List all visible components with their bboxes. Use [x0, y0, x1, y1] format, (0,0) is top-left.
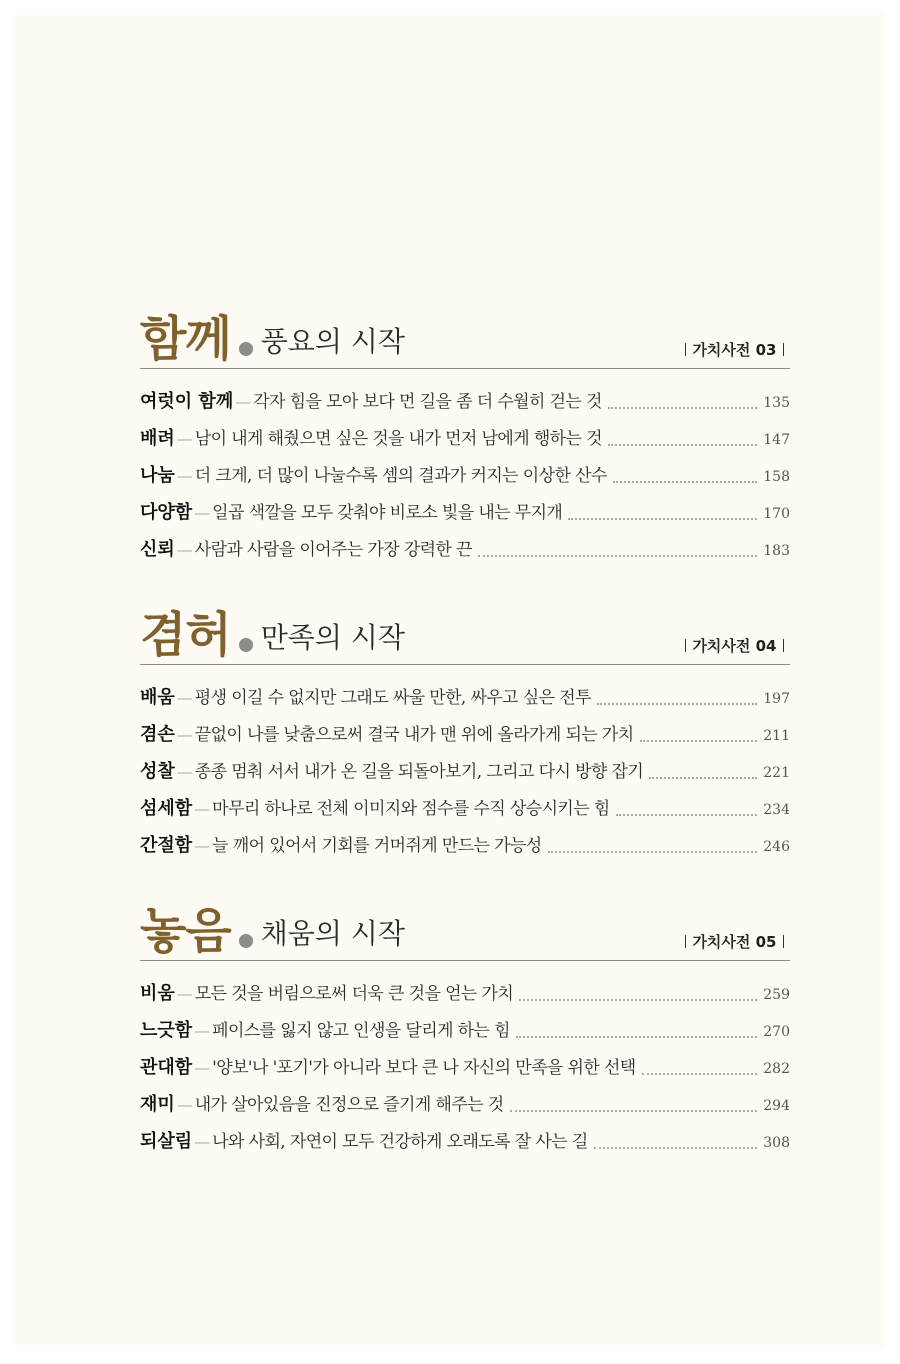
- toc-entry[interactable]: [140, 383, 790, 420]
- toc-section-2: [140, 606, 790, 864]
- dash-separator: —: [194, 1132, 211, 1151]
- toc-entry[interactable]: [140, 1086, 790, 1123]
- entry-description: 마무리 하나로 전체 이미지와 점수를 수직 상승시키는 힘: [212, 799, 610, 819]
- dash-separator: —: [235, 392, 252, 411]
- entry-description: 나와 사회, 자연이 모두 건강하게 오래도록 잘 사는 길: [212, 1132, 588, 1152]
- toc-entry[interactable]: [140, 1123, 790, 1160]
- dash-separator: —: [194, 503, 211, 522]
- dot-leader: [640, 728, 758, 742]
- toc-section-3: [140, 902, 790, 1160]
- entry-list: [140, 679, 790, 864]
- toc-entry[interactable]: [140, 827, 790, 864]
- toc-entry[interactable]: [140, 679, 790, 716]
- entry-description: 평생 이길 수 없지만 그래도 싸울 만한, 싸우고 싶은 전투: [194, 688, 591, 708]
- dot-leader: [616, 802, 758, 816]
- toc-entry[interactable]: [140, 753, 790, 790]
- dash-separator: —: [176, 688, 193, 707]
- dot-leader: [608, 395, 757, 409]
- bullet-icon: [239, 638, 253, 652]
- bullet-icon: [239, 342, 253, 356]
- toc-entry[interactable]: [140, 975, 790, 1012]
- entry-page-number: 135: [763, 395, 790, 411]
- toc-entry[interactable]: [140, 790, 790, 827]
- entry-page-number: 234: [763, 802, 790, 818]
- entry-page-number: 282: [763, 1061, 790, 1077]
- entry-description: 내가 살아있음을 진정으로 즐기게 해주는 것: [194, 1095, 504, 1115]
- toc-entry[interactable]: [140, 420, 790, 457]
- entry-description: 종종 멈춰 서서 내가 온 길을 되돌아보기, 그리고 다시 방향 잡기: [194, 762, 644, 782]
- dot-leader: [548, 839, 758, 853]
- entry-page-number: 259: [763, 987, 790, 1003]
- book-page: [14, 14, 884, 1346]
- entry-name: 간절함: [140, 835, 193, 856]
- entry-name: 나눔: [140, 465, 175, 486]
- dash-separator: —: [194, 799, 211, 818]
- dash-separator: —: [176, 984, 193, 1003]
- dot-leader: [568, 506, 757, 520]
- dot-leader: [597, 691, 757, 705]
- section-heading: [140, 902, 790, 961]
- entry-description: 일곱 색깔을 모두 갖춰야 비로소 빛을 내는 무지개: [212, 503, 563, 523]
- entry-name: 되살림: [140, 1131, 193, 1152]
- dot-leader: [642, 1061, 758, 1075]
- section-subtitle: 풍요의 시작: [260, 325, 405, 358]
- entry-page-number: 197: [763, 691, 790, 707]
- section-subtitle: 만족의 시작: [260, 621, 405, 654]
- dash-separator: —: [176, 540, 193, 559]
- dash-separator: —: [176, 466, 193, 485]
- section-title: 놓음: [140, 903, 231, 959]
- toc-entry[interactable]: [140, 457, 790, 494]
- section-subtitle: 채움의 시작: [260, 917, 405, 950]
- section-tag: 가치사전 04: [679, 636, 790, 656]
- dot-leader: [478, 543, 757, 557]
- entry-description: '양보'나 '포기'가 아니라 보다 큰 나 자신의 만족을 위한 선택: [212, 1058, 636, 1078]
- toc-entry[interactable]: [140, 1049, 790, 1086]
- entry-name: 다양함: [140, 502, 193, 523]
- entry-name: 겸손: [140, 724, 175, 745]
- entry-name: 성찰: [140, 761, 175, 782]
- dash-separator: —: [176, 1095, 193, 1114]
- entry-name: 비움: [140, 983, 175, 1004]
- entry-list: [140, 383, 790, 568]
- entry-description: 남이 내게 해줬으면 싶은 것을 내가 먼저 남에게 행하는 것: [194, 429, 602, 449]
- dash-separator: —: [176, 762, 193, 781]
- dash-separator: —: [194, 1058, 211, 1077]
- entry-name: 신뢰: [140, 539, 175, 560]
- dot-leader: [613, 469, 758, 483]
- entry-page-number: 270: [763, 1024, 790, 1040]
- entry-description: 끝없이 나를 낮춤으로써 결국 내가 맨 위에 올라가게 되는 가치: [194, 725, 634, 745]
- toc-entry[interactable]: [140, 1012, 790, 1049]
- dot-leader: [519, 987, 757, 1001]
- entry-name: 여럿이 함께: [140, 391, 234, 412]
- entry-list: [140, 975, 790, 1160]
- entry-page-number: 158: [763, 469, 790, 485]
- entry-name: 배움: [140, 687, 175, 708]
- entry-page-number: 246: [763, 839, 790, 855]
- dot-leader: [608, 432, 757, 446]
- entry-description: 더 크게, 더 많이 나눌수록 셈의 결과가 커지는 이상한 산수: [194, 466, 607, 486]
- dash-separator: —: [194, 836, 211, 855]
- bullet-icon: [239, 934, 253, 948]
- entry-description: 사람과 사람을 이어주는 가장 강력한 끈: [194, 540, 472, 560]
- entry-name: 느긋함: [140, 1020, 193, 1041]
- dot-leader: [594, 1135, 758, 1149]
- entry-description: 모든 것을 버림으로써 더욱 큰 것을 얻는 가치: [194, 984, 514, 1004]
- entry-page-number: 211: [763, 728, 790, 744]
- entry-name: 배려: [140, 428, 175, 449]
- entry-description: 각자 힘을 모아 보다 먼 길을 좀 더 수월히 걷는 것: [253, 392, 602, 412]
- entry-name: 섬세함: [140, 798, 193, 819]
- toc-section-1: [140, 310, 790, 568]
- dot-leader: [516, 1024, 757, 1038]
- entry-page-number: 294: [763, 1098, 790, 1114]
- entry-page-number: 221: [763, 765, 790, 781]
- entry-page-number: 147: [763, 432, 790, 448]
- section-tag: 가치사전 05: [679, 932, 790, 952]
- section-title: 겸허: [140, 607, 231, 663]
- toc-entry[interactable]: [140, 716, 790, 753]
- dash-separator: —: [176, 429, 193, 448]
- toc-entry[interactable]: [140, 531, 790, 568]
- dot-leader: [510, 1098, 758, 1112]
- entry-page-number: 308: [763, 1135, 790, 1151]
- section-tag: 가치사전 03: [679, 340, 790, 360]
- entry-description: 늘 깨어 있어서 기회를 거머쥐게 만드는 가능성: [212, 836, 542, 856]
- section-heading: [140, 606, 790, 665]
- entry-page-number: 170: [763, 506, 790, 522]
- section-heading: [140, 310, 790, 369]
- entry-description: 페이스를 잃지 않고 인생을 달리게 하는 힘: [212, 1021, 510, 1041]
- dot-leader: [649, 765, 757, 779]
- entry-name: 관대함: [140, 1057, 193, 1078]
- dash-separator: —: [194, 1021, 211, 1040]
- toc-entry[interactable]: [140, 494, 790, 531]
- dash-separator: —: [176, 725, 193, 744]
- entry-name: 재미: [140, 1094, 175, 1115]
- section-title: 함께: [140, 311, 231, 367]
- entry-page-number: 183: [763, 543, 790, 559]
